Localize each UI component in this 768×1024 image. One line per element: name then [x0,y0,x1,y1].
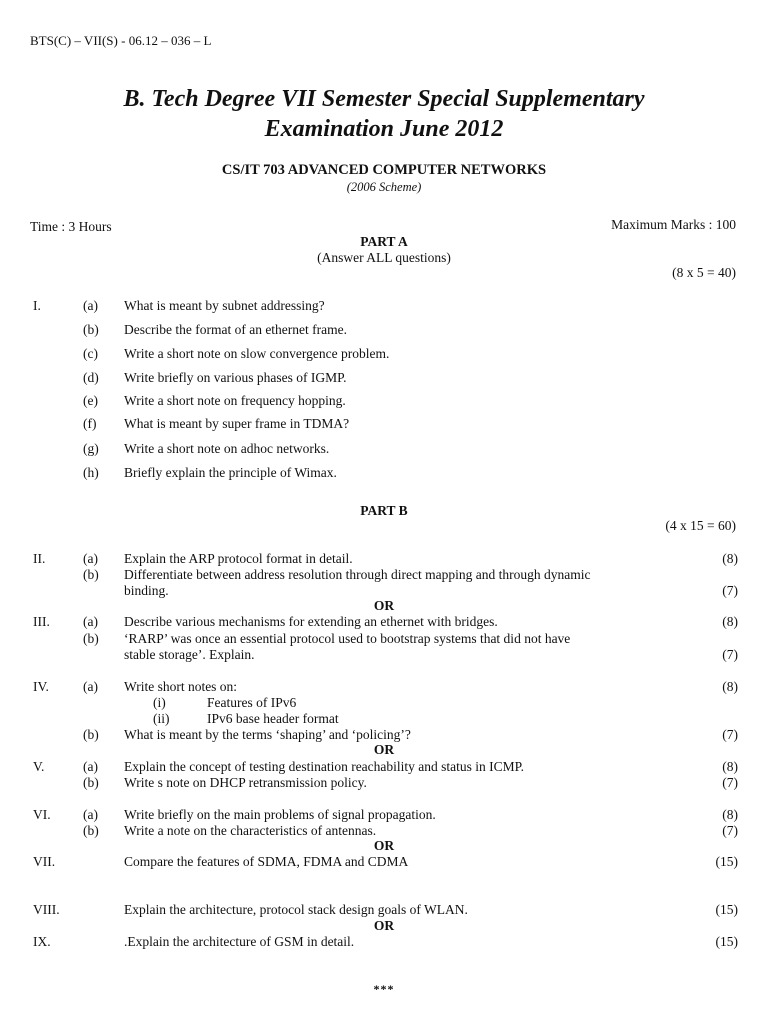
question-text: stable storage’. Explain. [124,647,255,662]
question-marks: (8) [722,807,738,822]
question-label: (f) [83,416,97,431]
question-text: Briefly explain the principle of Wimax. [124,465,337,480]
question-text: Describe the format of an ethernet frame. [124,322,348,337]
question-number: IV. [33,679,49,694]
question-text: Differentiate between address resolution through direct mapping and through dynamic [124,567,591,582]
question-marks: (15) [715,934,738,949]
question-marks: (7) [722,727,738,742]
question-text: Explain the architecture, protocol stack design goals of WLAN. [124,902,468,917]
question-label: (b) [83,727,99,742]
question-row [0,934,768,952]
subject-title: CS/IT 703 ADVANCED COMPUTER NETWORKS [221,162,547,178]
question-number: V. [33,759,45,774]
question-label: (b) [83,567,99,582]
question-row [0,441,768,459]
question-row [0,298,768,316]
question-marks: (15) [715,854,738,869]
paper-code: BTS(C) – VII(S) - 06.12 – 036 – L [30,33,212,48]
question-text: binding. [124,583,169,598]
question-text: .Explain the architecture of GSM in detail. [124,934,355,949]
sub-question-label: (i) [153,695,166,710]
question-text: ‘RARP’ was once an essential protocol used to bootstrap systems that did not have [124,631,571,646]
question-row [0,614,768,632]
or-separator: OR [373,838,395,853]
question-marks: (7) [722,583,738,598]
question-number: III. [33,614,50,629]
question-label: (b) [83,631,99,646]
question-row [0,647,768,665]
question-label: (a) [83,759,98,774]
or-separator: OR [373,598,395,613]
question-marks: (7) [722,775,738,790]
part-a-heading: PART A [360,234,408,249]
question-row [0,854,768,872]
question-text: Explain the concept of testing destination reachability and status in ICMP. [124,759,525,774]
question-text: Write a short note on frequency hopping. [124,393,346,408]
sub-question-text: IPv6 base header format [207,711,339,726]
question-label: (b) [83,775,99,790]
sub-question-label: (ii) [153,711,170,726]
time-allowed: Time : 3 Hours [30,219,112,234]
question-number: IX. [33,934,51,949]
question-row [0,393,768,411]
question-marks: (8) [722,679,738,694]
scheme: (2006 Scheme) [346,180,422,194]
question-label: (a) [83,551,98,566]
question-row [0,322,768,340]
question-marks: (8) [722,614,738,629]
question-number: VI. [33,807,51,822]
question-text: Describe various mechanisms for extending an ethernet with bridges. [124,614,498,629]
part-a-instruction: (Answer ALL questions) [317,250,451,265]
question-label: (b) [83,823,99,838]
maximum-marks: Maximum Marks : 100 [611,217,736,232]
question-label: (g) [83,441,99,456]
question-text: Write briefly on the main problems of signal propagation. [124,807,436,822]
question-text: What is meant by super frame in TDMA? [124,416,350,431]
question-label: (a) [83,614,98,629]
question-label: (b) [83,322,99,337]
sub-question-text: Features of IPv6 [207,695,297,710]
question-label: (a) [83,807,98,822]
question-row [0,346,768,364]
question-text: Write a note on the characteristics of antennas. [124,823,377,838]
question-marks: (15) [715,902,738,917]
question-text: Write a short note on adhoc networks. [124,441,330,456]
question-row [0,416,768,434]
question-marks: (7) [722,647,738,662]
question-row [0,465,768,483]
question-number: I. [33,298,41,313]
part-a-marks: (8 x 5 = 40) [672,265,736,280]
or-separator: OR [373,742,395,757]
question-label: (h) [83,465,99,480]
question-label: (d) [83,370,99,385]
question-label: (a) [83,679,98,694]
question-row [0,370,768,388]
question-row [0,775,768,793]
question-text: What is meant by subnet addressing? [124,298,325,313]
question-text: Compare the features of SDMA, FDMA and CDMA [124,854,409,869]
part-b-marks: (4 x 15 = 60) [665,518,736,533]
question-marks: (7) [722,823,738,838]
part-b-heading: PART B [360,503,408,518]
question-number: VII. [33,854,56,869]
question-marks: (8) [722,759,738,774]
exam-title: B. Tech Degree VII Semester Special Supplementary [123,86,645,112]
question-marks: (8) [722,551,738,566]
question-text: Write s note on DHCP retransmission policy. [124,775,367,790]
question-text: Write a short note on slow convergence problem. [124,346,390,361]
question-number: II. [33,551,46,566]
exam-title-line2: Examination June 2012 [264,116,504,142]
question-text: What is meant by the terms ‘shaping’ and ‘policing’? [124,727,411,742]
question-text: Write briefly on various phases of IGMP. [124,370,347,385]
question-label: (e) [83,393,98,408]
question-text: Explain the ARP protocol format in detail. [124,551,353,566]
or-separator: OR [373,918,395,933]
question-label: (a) [83,298,98,313]
question-label: (c) [83,346,98,361]
question-text: Write short notes on: [124,679,238,694]
question-number: VIII. [33,902,60,917]
end-marker: *** [373,982,395,996]
